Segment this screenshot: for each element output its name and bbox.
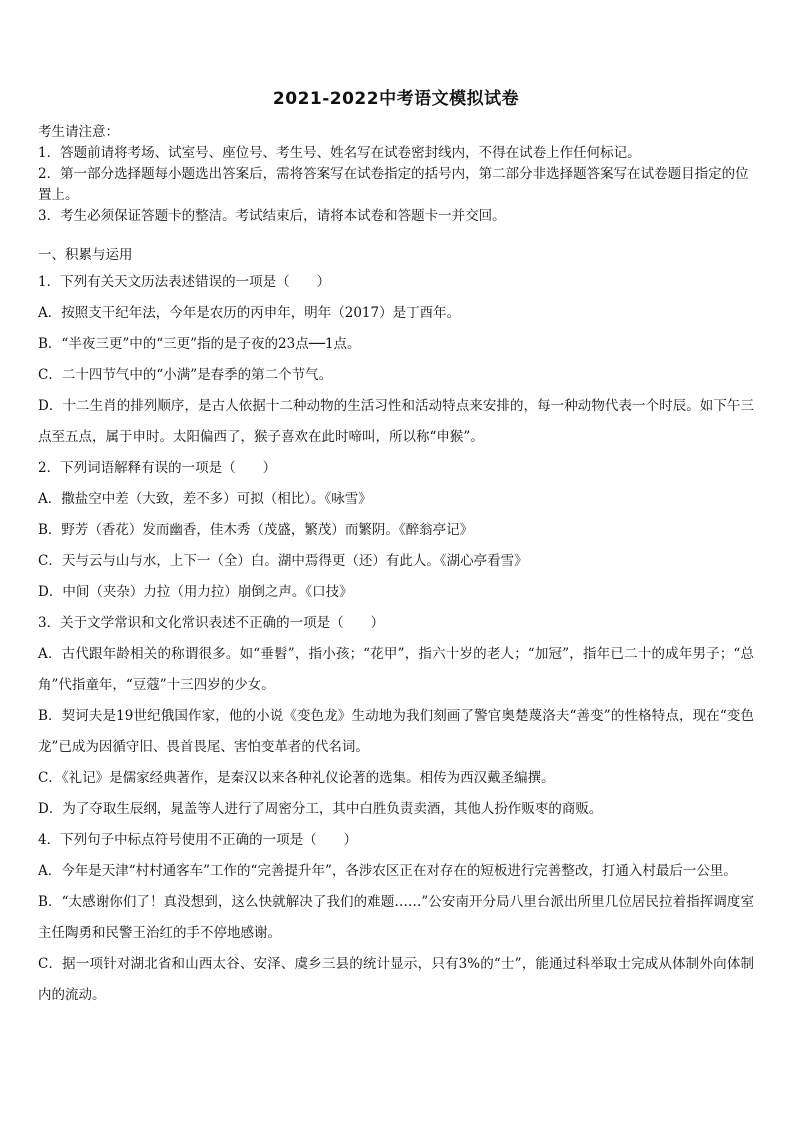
question-stem: 2．下列词语解释有误的一项是（ ） (38, 460, 277, 476)
notice-heading: 考生请注意： (38, 124, 119, 140)
exam-title: 2021-2022中考语文模拟试卷 (272, 89, 520, 109)
notice-item: 1．答题前请将考场、试室号、座位号、考生号、姓名写在试卷密封线内，不得在试卷上作任何标记。 (38, 145, 641, 161)
question-option: A．古代跟年龄相关的称谓很多。如“垂髫”，指小孩；“花甲”，指六十岁的老人；“加冠”，指年已二十的成年男子；“总角”代指童年，“豆蔻”十三四岁的少女。 (38, 646, 754, 693)
question-list (38, 267, 754, 1011)
question-option: C．据一项针对湖北省和山西太谷、安泽、虞乡三县的统计显示，只有3%的“士”，能通过科举取士完成从体制外向体制内的流动。 (38, 956, 754, 1003)
section-title: 一、积累与运用 (38, 247, 133, 263)
question-option: A．撒盐空中差（大致，差不多）可拟（相比）。《咏雪》 (38, 491, 372, 507)
question-option: B．“半夜三更”中的“三更”指的是子夜的23点──1点。 (38, 336, 361, 352)
question-option: A．今年是天津“村村通客车”工作的“完善提升年”，各涉农区正在对存在的短板进行完善整改，打通入村最后一公里。 (38, 863, 737, 879)
candidate-notice (38, 122, 754, 227)
question-option: C．天与云与山与水，上下一（全）白。湖中焉得更（还）有此人。《湖心亭看雪》 (38, 553, 528, 569)
question-stem: 4．下列句子中标点符号使用不正确的一项是（ ） (38, 832, 358, 848)
question-option: D．十二生肖的排列顺序，是古人依据十二种动物的生活习性和活动特点来安排的，每一种动物代表一个时辰。如下午三点至五点，属于申时。太阳偏西了，猴子喜欢在此时啼叫，所以称“申猴”。 (38, 398, 754, 445)
question-option: D．中间（夹杂）力拉（用力拉）崩倒之声。《口技》 (38, 584, 353, 600)
question-option: C．《礼记》是儒家经典著作，是秦汉以来各种礼仪论著的选集。相传为西汉戴圣编撰。 (38, 770, 555, 786)
question-option: B．“太感谢你们了！真没想到，这么快就解决了我们的难题……”公安南开分局八里台派出所里几位居民拉着指挥调度室主任陶勇和民警王治红的手不停地感谢。 (38, 894, 754, 941)
question-option: A．按照支干纪年法，今年是农历的丙申年，明年（2017）是丁酉年。 (38, 305, 461, 321)
question-stem: 1．下列有关天文历法表述错误的一项是（ ） (38, 274, 331, 290)
question-stem: 3．关于文学常识和文化常识表述不正确的一项是（ ） (38, 615, 385, 631)
question-option: C．二十四节气中的“小满”是春季的第二个节气。 (38, 367, 333, 383)
notice-item: 3．考生必须保证答题卡的整洁。考试结束后，请将本试卷和答题卡一并交回。 (38, 208, 506, 224)
notice-item: 2．第一部分选择题每小题选出答案后，需将答案写在试卷指定的括号内，第二部分非选择题答案写在试卷题目指定的位置上。 (38, 166, 749, 203)
question-option: B．契诃夫是19世纪俄国作家，他的小说《变色龙》生动地为我们刻画了警官奥楚蔑洛夫“善变”的性格特点，现在“变色龙”已成为因循守旧、畏首畏尾、害怕变革者的代名词。 (38, 708, 754, 755)
question-option: D．为了夺取生辰纲，晁盖等人进行了周密分工，其中白胜负责卖酒，其他人扮作贩枣的商贩。 (38, 801, 603, 817)
question-option: B．野芳（香花）发而幽香，佳木秀（茂盛，繁茂）而繁阴。《醉翁亭记》 (38, 522, 474, 538)
